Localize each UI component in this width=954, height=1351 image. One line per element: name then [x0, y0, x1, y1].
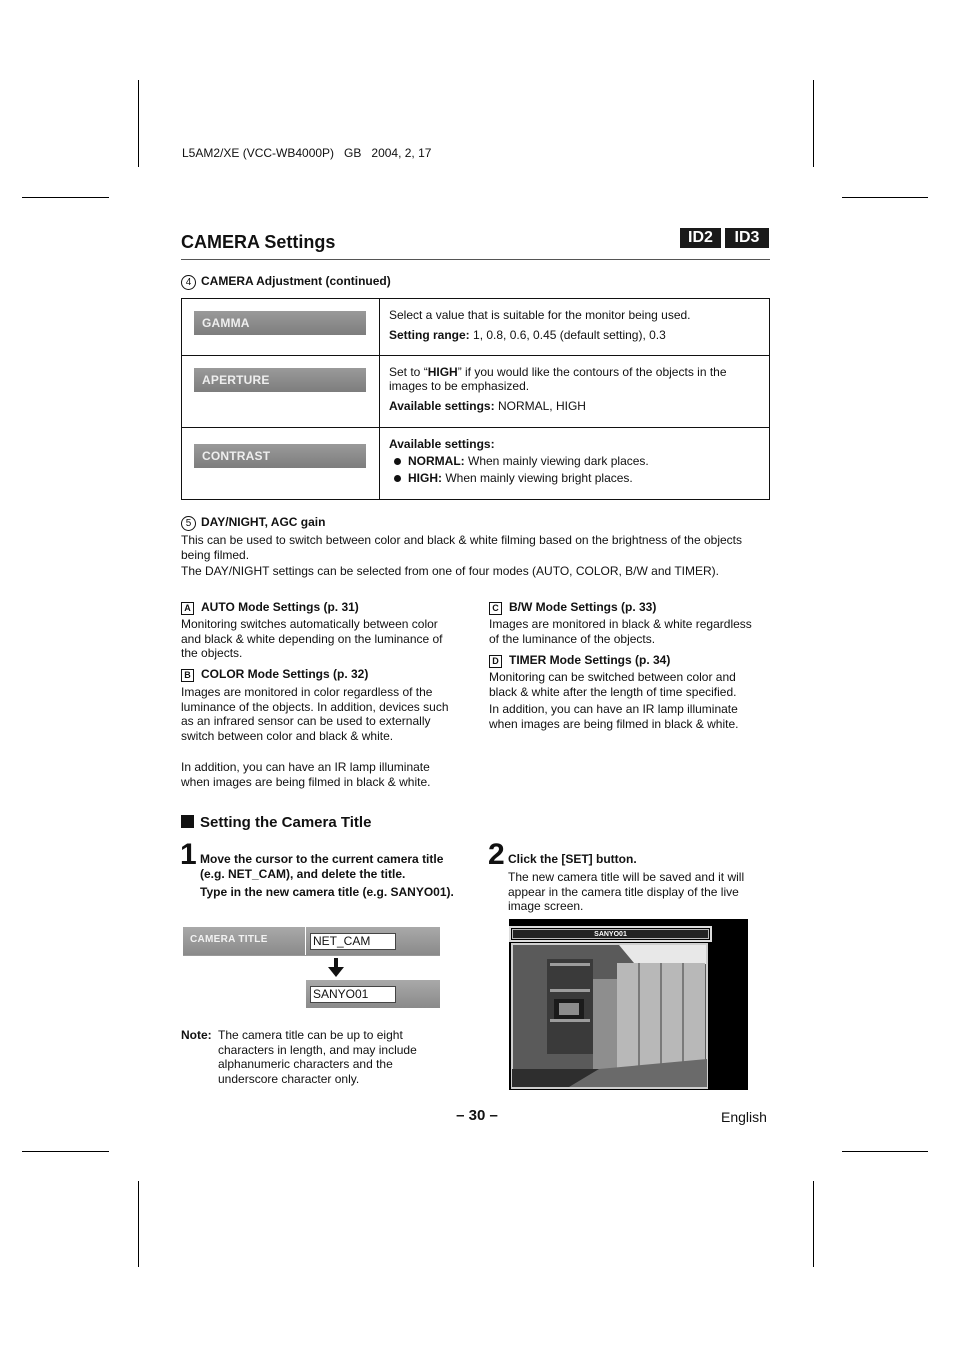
- crop-mark: [813, 80, 814, 167]
- section-number: 5: [181, 516, 196, 531]
- timer-mode-ir-text: In addition, you can have an IR lamp illuminate when images are being filmed in black & white.: [489, 702, 739, 731]
- down-arrow-icon: [327, 958, 345, 978]
- camera-title-new-input[interactable]: SANYO01: [310, 986, 396, 1003]
- crop-mark: [138, 1181, 139, 1267]
- page-title: CAMERA Settings: [181, 232, 336, 252]
- color-mode-heading: B COLOR Mode Settings (p. 32): [181, 667, 368, 682]
- id3-badge: ID3: [725, 228, 769, 248]
- step-1-number: 1: [180, 838, 197, 871]
- crop-mark: [813, 1181, 814, 1267]
- crop-mark: [842, 1151, 928, 1152]
- contrast-label: CONTRAST: [194, 444, 366, 468]
- contrast-option-high: HIGH: When mainly viewing bright places.: [389, 471, 760, 485]
- step-2-instruction: Click the [SET] button.: [508, 852, 637, 866]
- bullet-icon: [394, 475, 401, 482]
- crop-mark: [138, 80, 139, 167]
- timer-mode-heading: D TIMER Mode Settings (p. 34): [489, 653, 670, 668]
- document-code: L5AM2/XE (VCC-WB4000P) GB 2004, 2, 17: [182, 146, 432, 160]
- gamma-setting: Setting range: 1, 0.8, 0.6, 0.45 (default setting), 0.3: [389, 328, 666, 342]
- day-night-description: This can be used to switch between color and black & white filming based on the brightness of the objects being filmed.: [181, 533, 742, 562]
- note-label: Note:: [181, 1028, 212, 1042]
- section-4-heading: [181, 274, 391, 290]
- bw-mode-heading: C B/W Mode Settings (p. 33): [489, 600, 656, 615]
- day-night-modes: The DAY/NIGHT settings can be selected from one of four modes (AUTO, COLOR, B/W and TIMER).: [181, 564, 719, 578]
- live-image-screen: [509, 919, 748, 1090]
- title-rule: [181, 259, 770, 260]
- section-heading-text: DAY/NIGHT, AGC gain: [201, 515, 326, 529]
- square-bullet-icon: [181, 815, 194, 828]
- live-image: [509, 919, 748, 1090]
- table-row: [182, 428, 770, 500]
- section-number: 4: [181, 275, 196, 290]
- camera-title-heading: Setting the Camera Title: [181, 814, 371, 831]
- camera-adjustment-table: [181, 298, 770, 500]
- bw-mode-text: Images are monitored in black & white regardless of the luminance of the objects.: [489, 617, 752, 646]
- crop-mark: [842, 197, 928, 198]
- camera-title-old-input[interactable]: NET_CAM: [310, 933, 396, 950]
- step-2-number: 2: [488, 838, 505, 871]
- note-text: The camera title can be up to eight characters in length, and may include alphanumeric characters and the underscore character only.: [218, 1028, 417, 1086]
- aperture-setting: Available settings: NORMAL, HIGH: [389, 399, 586, 413]
- crop-mark: [22, 197, 109, 198]
- table-row: [182, 356, 770, 428]
- section-heading-text: CAMERA Adjustment (continued): [201, 274, 391, 288]
- step-2-description: The new camera title will be saved and it will appear in the camera title display of the live image screen.: [508, 870, 745, 913]
- gamma-label: GAMMA: [194, 311, 366, 335]
- id2-badge: ID2: [680, 228, 721, 248]
- camera-title-label: CAMERA TITLE: [190, 934, 268, 945]
- section-5-heading: [181, 515, 325, 531]
- step-1-type-instruction: Type in the new camera title (e.g. SANYO01).: [200, 885, 454, 899]
- gamma-description: Select a value that is suitable for the monitor being used.: [389, 308, 691, 322]
- color-mode-ir-text: In addition, you can have an IR lamp illuminate when images are being filmed in black & white.: [181, 760, 431, 789]
- color-mode-text: Images are monitored in color regardless of the luminance of the objects. In addition, devices such as an infrared sensor can be used to externally switch between color and black & white.: [181, 685, 449, 743]
- step-1-instruction: Move the cursor to the current camera title (e.g. NET_CAM), and delete the title.: [200, 852, 444, 881]
- auto-mode-heading: A AUTO Mode Settings (p. 31): [181, 600, 359, 615]
- crop-mark: [22, 1151, 109, 1152]
- table-row: [182, 299, 770, 356]
- page-number: – 30 –: [456, 1107, 498, 1124]
- language-label: English: [721, 1109, 767, 1125]
- timer-mode-text: Monitoring can be switched between color and black & white after the length of time specified.: [489, 670, 737, 699]
- aperture-label: APERTURE: [194, 368, 366, 392]
- auto-mode-text: Monitoring switches automatically between color and black & white depending on the luminance of the objects.: [181, 617, 443, 660]
- bullet-icon: [394, 458, 401, 465]
- live-camera-title: SANYO01: [512, 929, 709, 939]
- contrast-option-normal: NORMAL: When mainly viewing dark places.: [389, 454, 760, 468]
- aperture-description: Set to “HIGH” if you would like the contours of the objects in the images to be emphasized.: [389, 365, 727, 393]
- contrast-setting-label: Available settings:: [389, 437, 495, 451]
- divider: [183, 955, 440, 956]
